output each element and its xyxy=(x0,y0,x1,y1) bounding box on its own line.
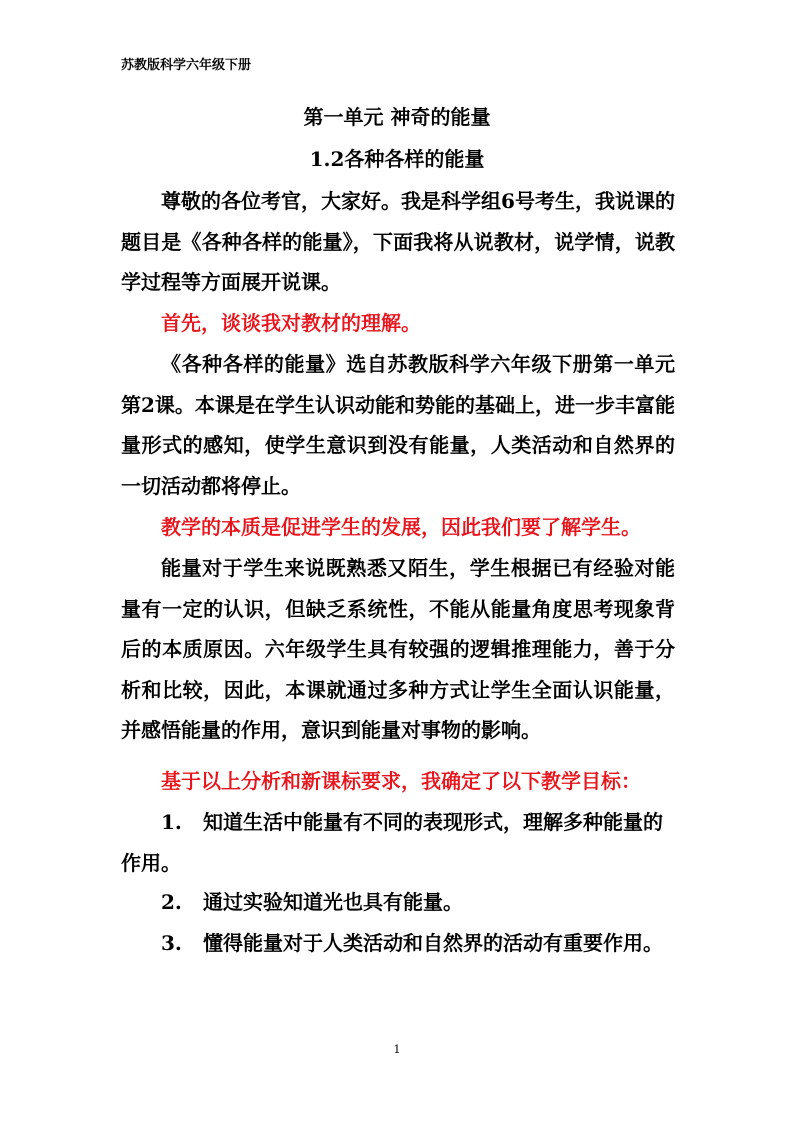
material-paragraph: 《各种各样的能量》选自苏教版科学六年级下册第一单元第2课。本课是在学生认识动能和势能的基础上，进一步丰富能量形式的感知，使学生意识到没有能量，人类活动和自然界的一切活动都将停止。 xyxy=(121,352,675,498)
students-heading: 教学的本质是促进学生的发展，因此我们要了解学生。 xyxy=(161,515,641,539)
goal-text: 懂得能量对于人类活动和自然界的活动有重要作用。 xyxy=(203,931,663,955)
lesson-title: 1.2各种各样的能量 xyxy=(309,147,485,171)
goal-item: 1. 知道生活中能量有不同的表现形式，理解多种能量的作用。 xyxy=(121,810,663,875)
running-header: 苏教版科学六年级下册 xyxy=(121,58,252,73)
page-number: 1 xyxy=(393,1043,401,1056)
unit-title: 第一单元 神奇的能量 xyxy=(303,105,491,129)
goals-heading: 基于以上分析和新课标要求，我确定了以下教学目标： xyxy=(161,769,641,793)
goal-text: 知道生活中能量有不同的表现形式，理解多种能量的作用。 xyxy=(121,810,663,875)
goal-text: 通过实验知道光也具有能量。 xyxy=(203,890,463,914)
goal-item: 3. 懂得能量对于人类活动和自然界的活动有重要作用。 xyxy=(161,931,663,955)
goal-item: 2. 通过实验知道光也具有能量。 xyxy=(161,890,463,914)
material-heading: 首先，谈谈我对教材的理解。 xyxy=(161,311,421,335)
students-paragraph: 能量对于学生来说既熟悉又陌生，学生根据已有经验对能量有一定的认识，但缺乏系统性，不能从能量角度思考现象背后的本质原因。六年级学生具有较强的逻辑推理能力，善于分析和比较，因此，本课就通过多种方式让学生全面认识能量，并感悟能量的作用，意识到能量对事物的影响。 xyxy=(121,556,675,742)
intro-paragraph: 尊敬的各位考官，大家好。我是科学组6号考生，我说课的题目是《各种各样的能量》，下面我将从说教材，说学情，说教学过程等方面展开说课。 xyxy=(121,189,675,294)
